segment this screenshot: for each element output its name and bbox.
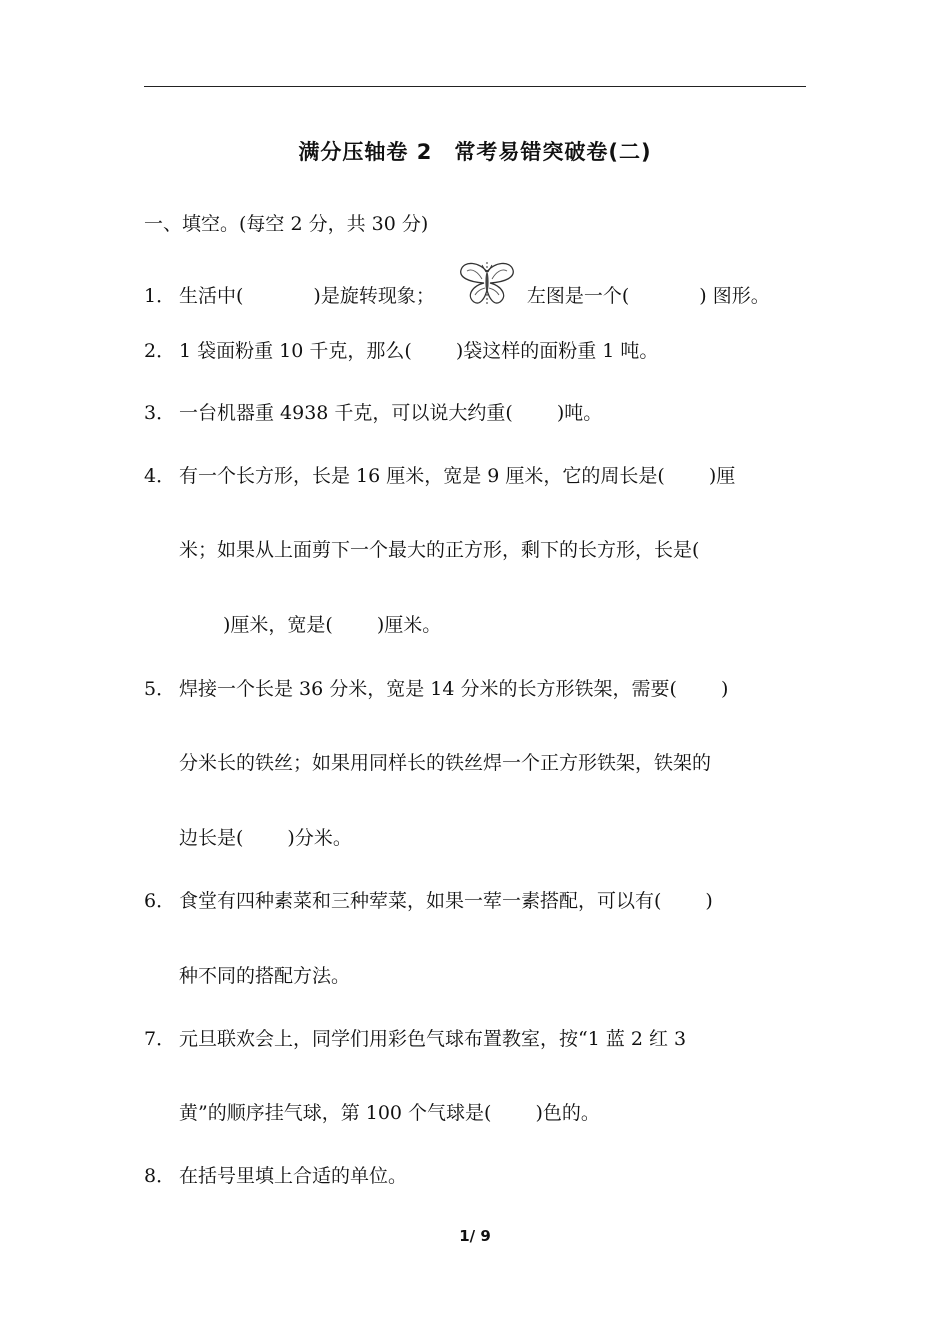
title-part-2: 常考易错突破卷(二) (454, 140, 652, 164)
header-rule (144, 86, 806, 87)
question-6 (144, 889, 713, 913)
q5-text-a: 焊接一个长是 36 分米，宽是 14 分米的长方形铁架，需要( (179, 678, 677, 700)
q3-text-a: 一台机器重 4938 千克，可以说大约重( (179, 402, 513, 424)
q3-text-b: )吨。 (556, 402, 603, 424)
page-number: 1/ 9 (459, 1227, 491, 1245)
q4-text-a: 有一个长方形，长是 16 厘米，宽是 9 厘米，它的周长是( (179, 465, 665, 487)
q1-text-a: 生活中( (179, 285, 244, 307)
q5-text-d: )分米。 (287, 827, 352, 849)
question-4-line-3 (179, 613, 441, 637)
question-4-line-2: 米；如果从上面剪下一个最大的正方形，剩下的长方形，长是( (179, 539, 700, 561)
q6-text-a: 食堂有四种素菜和三种荤菜，如果一荤一素搭配，可以有( (179, 890, 662, 912)
question-8 (144, 1164, 407, 1188)
q5-text-c: 边长是( (179, 827, 244, 849)
question-7-line-2 (179, 1101, 600, 1125)
question-number: 5． (144, 678, 176, 700)
q1-text-c: 左图是一个( (526, 285, 630, 307)
question-2 (144, 339, 658, 363)
question-number: 8． (144, 1165, 176, 1187)
q6-text-b: ) (705, 890, 713, 912)
question-number: 3． (144, 402, 176, 424)
question-7 (144, 1027, 686, 1051)
q2-text-b: )袋这样的面粉重 1 吨。 (455, 340, 659, 362)
question-5-line-3 (179, 826, 352, 850)
title-part-1: 满分压轴卷 2 (298, 140, 433, 164)
q2-text-a: 1 袋面粉重 10 千克，那么( (179, 340, 412, 362)
page-title (144, 136, 806, 166)
question-4 (144, 464, 735, 488)
question-number: 1． (144, 285, 176, 307)
q7-text-a: 元旦联欢会上，同学们用彩色气球布置教室，按“1 蓝 2 红 3 (179, 1028, 687, 1050)
question-6-line-2: 种不同的搭配方法。 (179, 965, 351, 987)
section-heading: 一、填空。(每空 2 分，共 30 分) (144, 213, 429, 235)
question-number: 4． (144, 465, 176, 487)
question-1 (144, 284, 770, 308)
question-3 (144, 401, 602, 425)
q7-text-b: 黄”的顺序挂气球，第 100 个气球是( (179, 1102, 492, 1124)
q1-text-d: ) 图形。 (699, 285, 770, 307)
question-5 (144, 677, 728, 701)
q7-text-c: )色的。 (535, 1102, 600, 1124)
question-number: 6． (144, 890, 176, 912)
q1-text-b: )是旋转现象； (313, 285, 435, 307)
question-5-line-2: 分米长的铁丝；如果用同样长的铁丝焊一个正方形铁架，铁架的 (179, 752, 712, 774)
q4-text-c: )厘米，宽是( (223, 614, 333, 636)
q8-text: 在括号里填上合适的单位。 (179, 1165, 408, 1187)
q5-text-b: ) (720, 678, 729, 700)
q4-text-b: )厘 (708, 465, 736, 487)
q4-text-d: )厘米。 (376, 614, 442, 636)
question-number: 7． (144, 1028, 176, 1050)
butterfly-icon (458, 262, 516, 306)
question-number: 2． (144, 340, 176, 362)
